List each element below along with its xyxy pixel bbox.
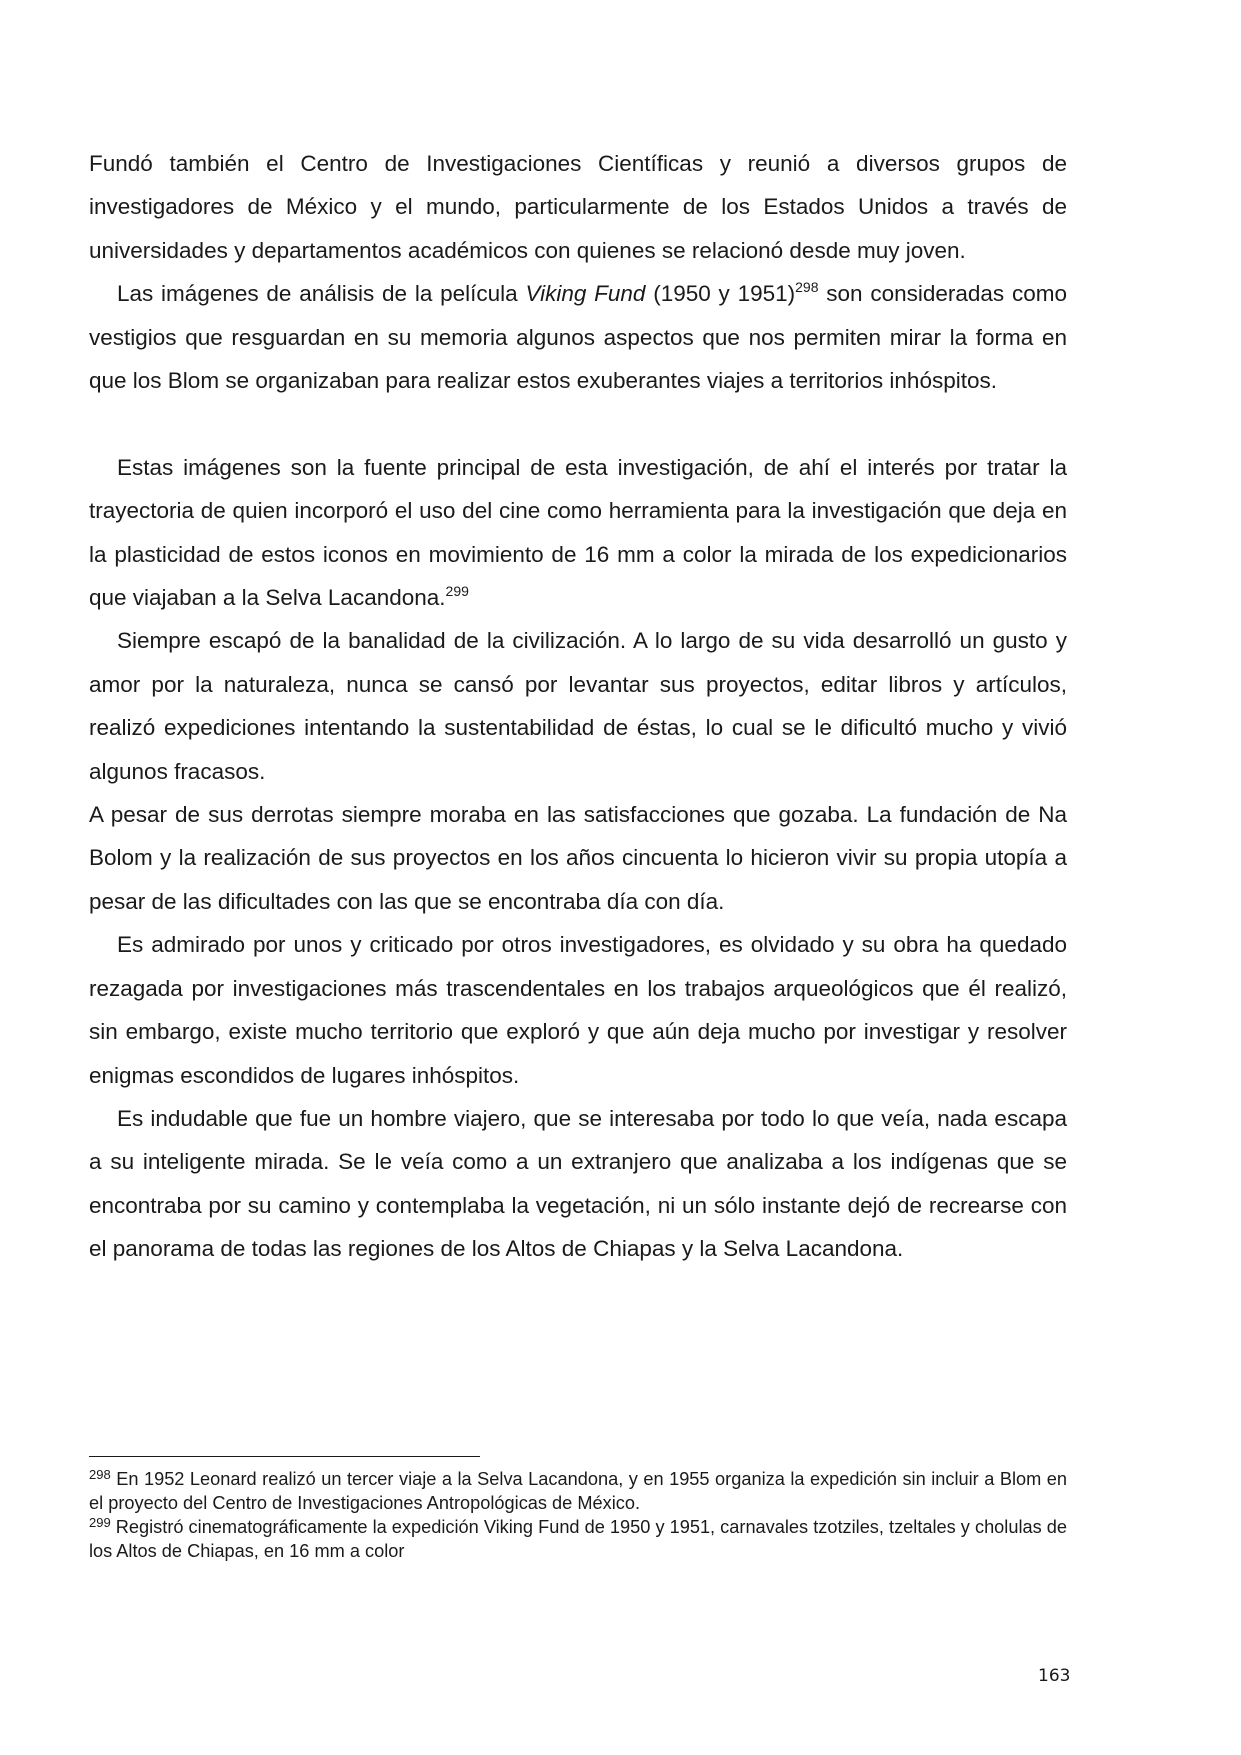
paragraph-text: Estas imágenes son la fuente principal de esta investigación, de ahí el interés por tratar la trayectoria de quien incorporó el uso del cine como herramienta para la investigación que deja en la plasticidad de estos iconos en movimiento de 16 mm a color la mirada de los expedicionarios que viajaban a la Selva Lacandona. — [89, 454, 1067, 611]
paragraph — [89, 272, 1067, 402]
footnote — [89, 1515, 1067, 1563]
body-text — [89, 142, 1067, 1271]
footnote-number: 298 — [89, 1467, 111, 1482]
footnote-text: En 1952 Leonard realizó un tercer viaje a la Selva Lacandona, y en 1955 organiza la expedición sin incluir a Blom en el proyecto del Centro de Investigaciones Antropológicas de México. — [89, 1469, 1067, 1513]
film-title: Viking Fund — [525, 281, 646, 307]
paragraph: Es indudable que fue un hombre viajero, que se interesaba por todo lo que veía, nada escapa a su inteligente mirada. Se le veía como a un extranjero que analizaba a los indígenas que se encontraba por su camino y contemplaba la vegetación, ni un sólo instante dejó de recrearse con el panorama de todas las regiones de los Altos de Chiapas y la Selva Lacandona. — [89, 1105, 1067, 1262]
paragraph-text: son consideradas como vestigios que resguardan en su memoria algunos aspectos que nos permiten mirar la forma en que los Blom se organizaban para realizar estos exuberantes viajes a territorios inhóspitos. — [89, 281, 1067, 394]
paragraph: Fundó también el Centro de Investigaciones Científicas y reunió a diversos grupos de investigadores de México y el mundo, particularmente de los Estados Unidos a través de universidades y departamentos académicos con quienes se relacionó desde muy joven. — [89, 151, 1067, 263]
page-number: 163 — [1038, 1666, 1071, 1686]
paragraph: A pesar de sus derrotas siempre moraba en las satisfacciones que gozaba. La fundación de Na Bolom y la realización de sus proyectos en los años cincuenta lo hicieron vivir su propia utopía a pesar de las dificultades con las que se encontraba día con día. — [89, 802, 1067, 914]
footnote-text: Registró cinematográficamente la expedición Viking Fund de 1950 y 1951, carnavales tzotziles, tzeltales y cholulas de los Altos de Chiapas, en 16 mm a color — [89, 1517, 1067, 1561]
footnote — [89, 1467, 1067, 1515]
paragraph-spacer — [89, 402, 1067, 445]
footnote-separator — [89, 1456, 480, 1457]
paragraph — [89, 446, 1067, 620]
paragraph-text: (1950 y 1951) — [645, 281, 796, 307]
footnote-number: 299 — [89, 1515, 111, 1530]
paragraph-text: Las imágenes de análisis de la película — [117, 281, 526, 307]
paragraph: Siempre escapó de la banalidad de la civilización. A lo largo de su vida desarrolló un gusto y amor por la naturaleza, nunca se cansó por levantar sus proyectos, editar libros y artículos, realizó expediciones intentando la sustentabilidad de éstas, lo cual se le dificultó mucho y vivió algunos fracasos. — [89, 628, 1067, 784]
footnote-ref[interactable]: 298 — [795, 279, 819, 296]
footnote-ref[interactable]: 299 — [445, 583, 469, 600]
paragraph: Es admirado por unos y criticado por otros investigadores, es olvidado y su obra ha quedado rezagada por investigaciones más trascendentales en los trabajos arqueológicos que él realizó, sin embargo, existe mucho territorio que exploró y que aún deja mucho por investigar y resolver enigmas escondidos de lugares inhóspitos. — [89, 932, 1067, 1088]
footnotes — [89, 1467, 1067, 1563]
